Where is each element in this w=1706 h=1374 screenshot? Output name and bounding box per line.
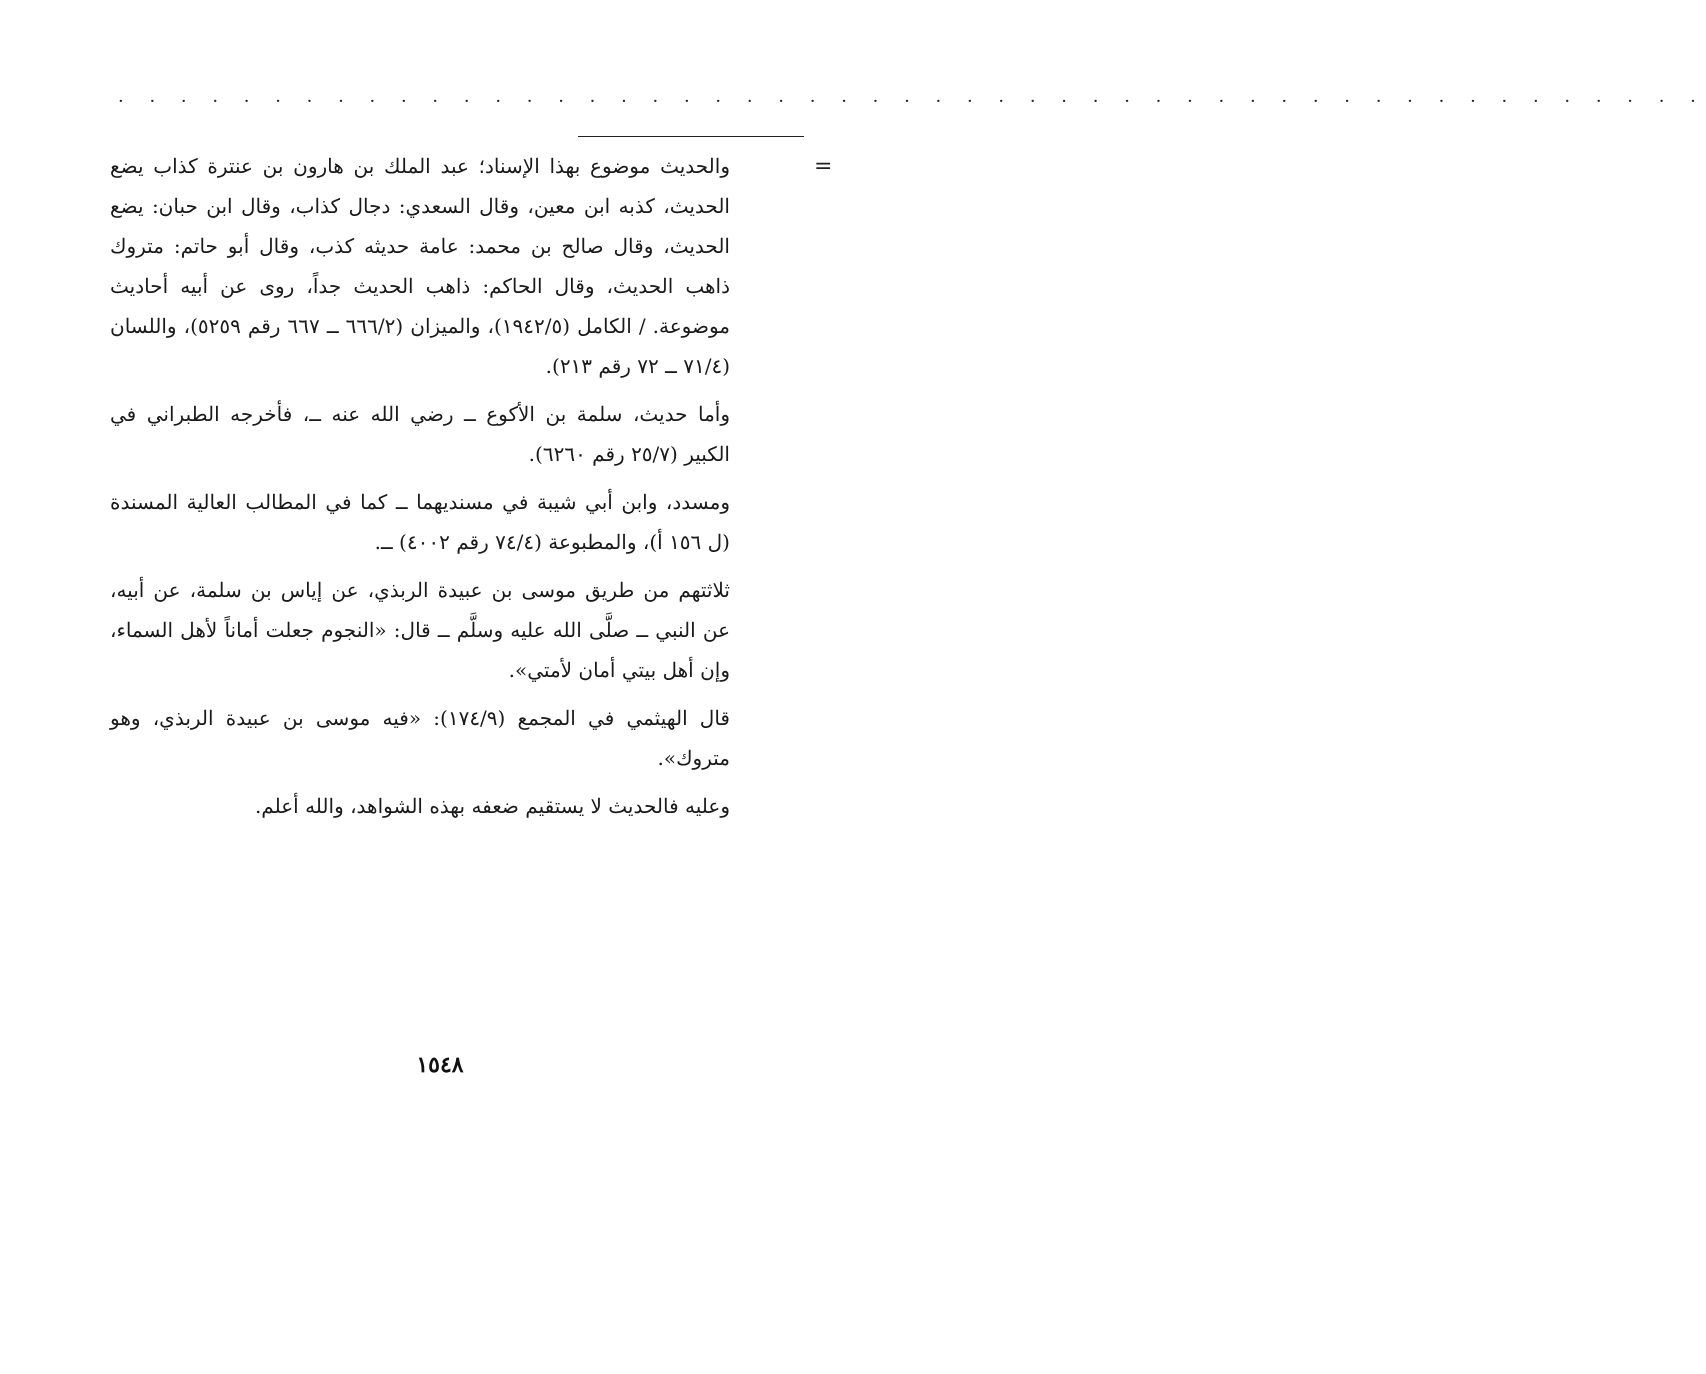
paragraph-musaddad: ومسدد، وابن أبي شيبة في مسنديهما ــ كما في المطالب العالية المسندة (ل ١٥٦ أ)، والمطبوعة (٧٤/٤ رقم ٤٠٠٢) ــ. — [110, 490, 730, 554]
paragraph-isnad-critique: والحديث موضوع بهذا الإسناد؛ عبد الملك بن هارون بن عنترة كذاب يضع الحديث، كذبه ابن معين، وقال السعدي: دجال كذاب، وقال ابن حبان: يضع الحديث، وقال صالح بن محمد: عامة حديثه كذب، وقال أبو حاتم: متروك ذاهب الحديث، وقال الحاكم: ذاهب الحديث جداً، روى عن أبيه أحاديث موضوعة. / الكامل (١٩٤٢/٥)، والميزان (٦٦٦/٢ ــ ٦٦٧ رقم ٥٢٥٩)، واللسان (٧١/٤ ــ ٧٢ رقم ٢١٣). — [110, 154, 731, 378]
paragraph-salama-hadith: وأما حديث، سلمة بن الأكوع ــ رضي الله عنه ــ، فأخرجه الطبراني في الكبير (٢٥/٧ رقم ٦٢٦٠). — [110, 402, 730, 466]
page-number: ١٥٤٨ — [416, 1052, 464, 1078]
paragraph-haythami: قال الهيثمي في المجمع (١٧٤/٩): «فيه موسى بن عبيدة الربذي، وهو متروك». — [110, 706, 730, 770]
footnote-separator-dots: · · · · · · · · · · · · · · · · · · · · · · · · · · · · · · · · · · · · · · · · · · · · · · · · · · · — [118, 91, 1706, 112]
paragraph-conclusion: وعليه فالحديث لا يستقيم ضعفه بهذه الشواهد، والله أعلم. — [254, 794, 730, 818]
footnote-rule — [578, 136, 804, 137]
continuation-mark: = — [814, 154, 833, 179]
footnote-text — [110, 146, 730, 834]
paragraph-chain-text: ثلاثتهم من طريق موسى بن عبيدة الربذي، عن إياس بن سلمة، عن أبيه، عن النبي ــ صلَّى الله عليه وسلَّم ــ قال: «النجوم جعلت أماناً لأهل السماء، وإن أهل بيتي أمان لأمتي». — [110, 578, 730, 682]
